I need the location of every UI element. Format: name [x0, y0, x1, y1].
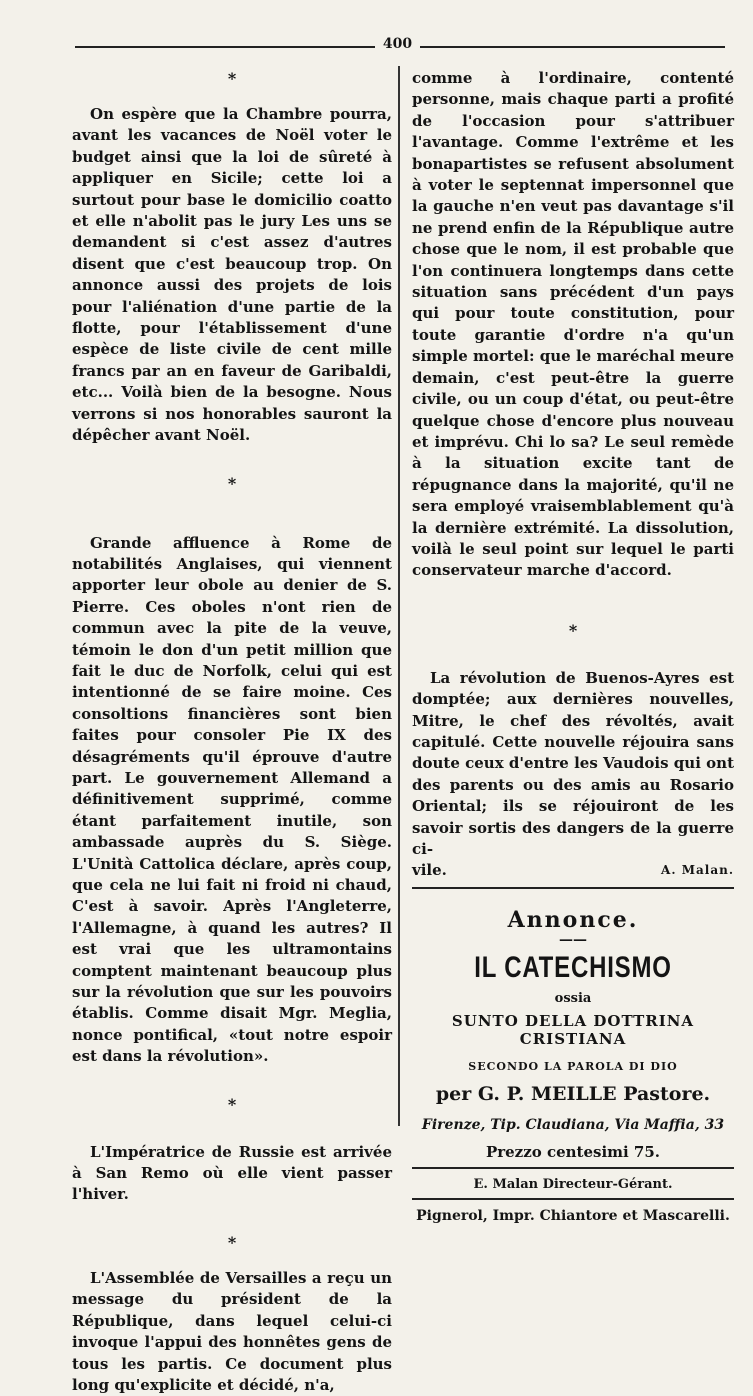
right-column [412, 68, 734, 1224]
article-imperatrice: L'Impératrice de Russie est arrivée à San Remo où elle vient passer l'hiver. [72, 1142, 392, 1204]
article-rome: Grande affluence à Rome de notabilités Anglaises, qui viennent apporter leur obole au denier de S. Pierre. Ces oboles n'ont rien de commun avec la pite de la veuve, témoin le don d'un petit million que fait le duc de Norfolk, celui qui est intentionné de se faire moine. Ces consoltions financières sont bien faites pour consoler Pie IX des désagréments qu'il éprouve d'autre part. Le gouvernement Allemand a définitivement supprimé, comme étant parfaitement inutile, son ambassade auprès du S. Siège. L'Unità Cattolica déclare, après coup, que cela ne lui fait ni froid ni chaud, C'est à savoir. Après l'Angleterre, l'Allemagne, à quand les autres? Il est vrai que les ultramontains comptent maintenant beaucoup plus sur la révolution que sur les pouvoirs établis. Comme disait Mgr. Meglia, nonce pontifical, «tout notre espoir est dans la révolution». [72, 533, 392, 1066]
signature-row [412, 860, 734, 881]
annonce-heading: Annonce. [507, 907, 639, 934]
book-subtitle: SUNTO DELLA DOTTRINA CRISTIANA [451, 1012, 695, 1049]
page-header [75, 36, 725, 56]
header-rule-right [420, 46, 725, 48]
section-rule [412, 887, 734, 889]
book-secondo: SECONDO LA PAROLA DI DIO [468, 1060, 678, 1074]
printer-imprint: Pignerol, Impr. Chiantore et Mascarelli. [416, 1208, 730, 1225]
section-separator-star: * [227, 69, 237, 88]
section-rule [412, 1198, 734, 1200]
section-separator-star: * [227, 1232, 237, 1252]
article-chambre: On espère que la Chambre pourra, avant les vacances de Noël voter le budget ainsi que la loi de sûreté à appliquer en Sicile; cette loi a surtout pour base le domicilio coatto et elle n'abolit pas le jury Les uns se demandent si c'est assez d'autres disent que c'est beaucoup trop. On annonce aussi des projets de lois pour l'aliénation d'une partie de la flotte, pour l'établissement d'une espèce de liste civile de cent mille francs par an en faveur de Garibaldi, etc... Voilà bien de la besogne. Nous verrons si nos honorables sauront la dépêcher avant Noël. [72, 105, 392, 445]
article-buenos-ayres: La révolution de Buenos-Ayres est domptée; aux dernières nouvelles, Mitre, le chef des révoltés, avait capitulé. Cette nouvelle réjouira sans doute ceux d'entre les Vaudois qui ont des parents ou des amis au Rosario Oriental; ils se réjouiront de les savoir sortis des dangers de la guerre ci- [412, 668, 734, 858]
book-ossia: ossia [554, 991, 592, 1007]
article-assemblee: L'Assemblée de Versailles a reçu un message du président de la République, dans lequel celui-ci invoque l'appui des honnêtes gens de tous les partis. Ce document plus long qu'explicite et décidé, n'a, [72, 1268, 392, 1394]
article-end: vile. [412, 861, 447, 880]
annonce-dash: —— [559, 932, 587, 949]
header-rule-left [75, 46, 375, 48]
section-separator-star: * [227, 473, 237, 493]
author-signature: A. Malan. [661, 863, 734, 878]
article-assemblee-continued: comme à l'ordinaire, contenté personne, mais chaque parti a profité de l'occasion pour s'attribuer l'avantage. Comme l'extrême et les bonapartistes se refusent absolument à voter le septennat impersonnel que la gauche n'en veut pas davantage s'il ne prend enfin de la République autre chose que le nom, il est probable que l'on continuera longtemps dans cette situation sans précédent d'un pays qui pour toute constitution, pour toute garantie d'ordre n'a qu'un simple mortel: que le maréchal meure demain, c'est peut-être la guerre civile, ou un coup d'état, ou peut-être quelque chose d'encore plus nouveau et imprévu. Chi lo sa? Le seul remède à la situation excite tant de répugnance dans la majorité, qu'il ne sera employé vraisemblablement qu'à la dernière extrémité. La dissolution, voilà le seul point sur lequel le parti conservateur marche d'accord. [412, 69, 734, 580]
directeur-gerant: E. Malan Directeur-Gérant. [473, 1177, 673, 1193]
column-divider [398, 66, 400, 1126]
section-rule [412, 1167, 734, 1169]
book-author: per G. P. MEILLE Pastore. [435, 1083, 711, 1106]
left-column [72, 68, 392, 1396]
section-separator-star: * [568, 620, 578, 640]
page-number: 400 [382, 36, 413, 52]
book-price: Prezzo centesimi 75. [485, 1143, 661, 1162]
book-title: IL CATECHISMO [474, 951, 672, 985]
section-separator-star: * [227, 1094, 237, 1114]
book-publisher: Firenze, Tip. Claudiana, Via Maffia, 33 [421, 1117, 725, 1134]
